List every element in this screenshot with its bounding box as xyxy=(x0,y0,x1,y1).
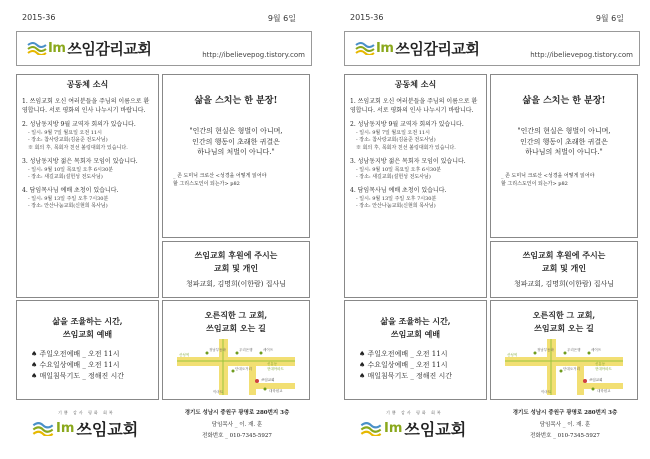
pastor-name: 담임목사 _ 이. 재. 훈 xyxy=(539,421,591,428)
blog-url[interactable]: http://ibelievepog.tistory.com xyxy=(530,51,633,59)
service-item: ♠ 주일오전예배 _ 오전 11시 xyxy=(359,349,486,360)
news-item-detail: - 일시: 9월 7일 월요일 오전 11시 xyxy=(28,130,102,137)
service-item: ♠ 매일침묵기도 _ 정해진 시간 xyxy=(31,371,158,382)
map-label: 산성역 xyxy=(179,352,190,357)
quote-section xyxy=(162,74,310,238)
church-name: 쓰임감리교회 xyxy=(395,39,480,58)
news-item-text: 4. 담임목사님 예배 초청이 있습니다. xyxy=(22,187,119,194)
church-address: 경기도 성남시 중원구 광명로 280번지 3층 xyxy=(184,410,290,416)
news-item-detail: - 일시: 9월 13일 주일 오후 7시30분 xyxy=(28,195,109,202)
church-name: 쓰임감리교회 xyxy=(67,39,152,58)
directions-title-line: 쓰임교회 오는 길 xyxy=(206,322,266,333)
church-logo xyxy=(27,38,151,58)
map-label: 단대오거리 xyxy=(235,366,252,371)
map-label: 대학원교 xyxy=(597,388,611,393)
news-item-detail: - 일시: 9월 13일 주일 오후 7시30분 xyxy=(356,195,437,202)
sponsor-title xyxy=(491,249,637,275)
news-item xyxy=(22,187,153,210)
wave-logo-icon xyxy=(355,41,375,55)
sponsor-section xyxy=(162,241,310,298)
service-list xyxy=(345,349,486,383)
map-label: 이마트 xyxy=(213,389,224,394)
issue-number: 2015-36 xyxy=(350,13,384,22)
quote-title: 삶을 스치는 한 분장! xyxy=(522,96,606,106)
worship-title-line: 삶을 조율하는 시간, xyxy=(380,316,451,326)
wave-logo-icon xyxy=(27,41,47,55)
map-label: 세이프 xyxy=(591,347,602,352)
map-label: 쓰임교회 xyxy=(261,377,275,382)
quote-source-line: 할 그리스도인이 되는가> p82 xyxy=(173,180,240,187)
news-item xyxy=(350,121,481,151)
footer-tagline: 기쁨 감사 평화 회복 xyxy=(386,410,443,415)
news-item-detail: - 일시: 9월 10일 목요일 오후 6시30분 xyxy=(28,166,114,173)
map-label: 산성역 xyxy=(507,352,518,357)
footer-logo-prefix: Im xyxy=(384,421,403,436)
news-item-text: 3. 성남동지방 젊은 목회자 모임이 있습니다. xyxy=(350,157,466,165)
wave-logo-icon xyxy=(360,421,382,436)
sponsor-title-line: 쓰임교회 후원에 주시는 xyxy=(522,250,606,260)
footer-logo-prefix: Im xyxy=(56,421,75,436)
logo-prefix: Im xyxy=(48,40,66,56)
directions-section xyxy=(162,300,310,400)
worship-title xyxy=(17,315,158,341)
map-label: 쓰임교회 xyxy=(589,377,603,382)
news-item xyxy=(22,98,153,115)
sponsor-title-line: 쓰임교회 후원에 주시는 xyxy=(194,250,278,260)
news-item-detail: - 장소: 안산나눔교회(신현희 목사님) xyxy=(356,202,436,209)
news-item xyxy=(350,158,481,181)
quote-body xyxy=(497,126,631,158)
footer-tagline: 기쁨 감사 평화 회복 xyxy=(58,410,115,415)
footer-logo xyxy=(32,410,138,440)
sponsor-title xyxy=(163,249,309,275)
service-item: ♠ 주일오전예배 _ 오전 11시 xyxy=(31,349,158,360)
worship-title xyxy=(345,315,486,341)
news-section xyxy=(16,74,159,298)
footer-info xyxy=(162,408,312,443)
map-label: 우리은행 xyxy=(567,347,581,352)
map-marker xyxy=(592,387,595,390)
news-title: 공동체 소식 xyxy=(66,79,109,89)
sponsor-section xyxy=(490,241,638,298)
news-item-detail: - 장소: 새길교회(설헌성 전도사님) xyxy=(356,173,431,180)
quote-line: 하나님의 처벌이 아니다." xyxy=(197,148,275,156)
quote-title: 삶을 스치는 한 분장! xyxy=(194,96,278,106)
quote-source-line: _ 존 도미닉 크로산 <성경을 어떻게 읽어야 xyxy=(173,172,267,179)
wave-logo-icon xyxy=(32,421,54,436)
header-banner xyxy=(344,31,640,66)
sponsor-names: 청파교회, 김명희(이한람) 집사님 xyxy=(513,279,615,288)
sponsor-title-line: 교회 및 개인 xyxy=(213,262,259,273)
footer-logo-name: 쓰임교회 xyxy=(404,420,467,439)
news-item-text: 1. 쓰임교회 오신 여러분들을 주님의 이름으로 환영합니다. 서로 평화의 인사 나누시기 바랍니다. xyxy=(350,98,478,114)
phone-number: 전화번호 _ 010-7345-5927 xyxy=(202,433,272,440)
directions-title-line: 쓰임교회 오는 길 xyxy=(534,322,594,333)
quote-section xyxy=(490,74,638,238)
directions-title-line: 오른직한 그 교회, xyxy=(204,310,268,320)
directions-map xyxy=(177,339,295,395)
worship-title-line: 쓰임교회 예배 xyxy=(390,328,441,339)
worship-section xyxy=(16,300,159,400)
quote-line: 인간의 행동이 초래한 귀결은 xyxy=(192,137,280,146)
map-label: 세이프 xyxy=(263,347,274,352)
map-label: 정남부동파 xyxy=(537,347,554,352)
map-label: 신흥동 xyxy=(267,361,278,366)
news-item-detail: - 장소: 안산나눔교회(신현희 목사님) xyxy=(28,202,108,209)
news-item-detail: - 일시: 9월 7일 월요일 오전 11시 xyxy=(356,130,430,137)
service-list xyxy=(17,349,158,383)
news-item xyxy=(22,121,153,151)
directions-map xyxy=(505,339,623,395)
issue-date: 9월 6일 xyxy=(595,14,624,23)
directions-section xyxy=(490,300,638,400)
quote-source xyxy=(497,172,631,188)
directions-title-line: 오른직한 그 교회, xyxy=(532,310,596,320)
issue-number: 2015-36 xyxy=(22,13,56,22)
news-item-text: 4. 담임목사님 예배 초청이 있습니다. xyxy=(350,187,447,194)
footer-logo xyxy=(360,410,466,440)
news-item-detail: - 장소: 새길교회(설헌성 전도사님) xyxy=(28,173,103,180)
quote-source xyxy=(169,172,303,188)
sponsor-names: 청파교회, 김명희(이한람) 집사님 xyxy=(185,279,287,288)
quote-body xyxy=(169,126,303,158)
church-address: 경기도 성남시 중원구 광명로 280번지 3층 xyxy=(512,410,618,416)
footer-logo-name: 쓰임교회 xyxy=(76,420,139,439)
news-title: 공동체 소식 xyxy=(394,79,437,89)
quote-line: 하나님의 처벌이 아니다." xyxy=(525,148,603,156)
news-item-text: 2. 성남동지방 9월 교역자 회의가 있습니다. xyxy=(22,121,136,129)
news-item xyxy=(22,158,153,181)
news-item-detail: ※ 회의 후, 목회자 친선 볼링대회가 있습니다. xyxy=(28,144,128,151)
map-label: 단대오거리 xyxy=(563,366,580,371)
map-label: 신흥동 xyxy=(595,361,606,366)
map-label: 현대아파트 xyxy=(595,366,612,371)
news-item-detail: - 장소: 참사랑교회(김윤준 전도사님) xyxy=(356,137,436,144)
bulletin-page-left xyxy=(2,0,318,459)
news-item-detail: - 장소: 참사랑교회(김윤준 전도사님) xyxy=(28,137,108,144)
news-item-detail: ※ 회의 후, 목회자 친선 볼링대회가 있습니다. xyxy=(356,144,456,151)
news-item-text: 3. 성남동지방 젊은 목회자 모임이 있습니다. xyxy=(22,157,138,165)
quote-source-line: 할 그리스도인이 되는가> p82 xyxy=(501,180,568,187)
church-logo xyxy=(355,38,479,58)
phone-number: 전화번호 _ 010-7345-5927 xyxy=(530,433,600,440)
map-label: 현대아파트 xyxy=(267,366,284,371)
news-item xyxy=(350,98,481,115)
news-item-detail: - 일시: 9월 10일 목요일 오후 6시30분 xyxy=(356,166,442,173)
directions-title xyxy=(491,309,637,335)
map-label: 정남부동파 xyxy=(209,347,226,352)
map-marker xyxy=(264,387,267,390)
quote-line: "인간의 현실은 형벌이 아니며, xyxy=(517,127,611,135)
church-marker xyxy=(583,379,587,383)
news-item-text: 1. 쓰임교회 오신 여러분들을 주님의 이름으로 환영합니다. 서로 평화의 인사 나누시기 바랍니다. xyxy=(22,98,150,114)
bulletin-page-right xyxy=(330,0,646,459)
worship-title-line: 삶을 조율하는 시간, xyxy=(52,316,123,326)
worship-title-line: 쓰임교회 예배 xyxy=(62,328,113,339)
news-item xyxy=(350,187,481,210)
quote-source-line: _ 존 도미닉 크로산 <성경을 어떻게 읽어야 xyxy=(501,172,595,179)
directions-title xyxy=(163,309,309,335)
service-item: ♠ 수요일상예배 _ 오전 11시 xyxy=(359,360,486,371)
news-section xyxy=(344,74,487,298)
church-marker xyxy=(255,379,259,383)
header-banner xyxy=(16,31,312,66)
pastor-name: 담임목사 _ 이. 재. 훈 xyxy=(211,421,263,428)
footer-info xyxy=(490,408,640,443)
blog-url[interactable]: http://ibelievepog.tistory.com xyxy=(202,51,305,59)
issue-date: 9월 6일 xyxy=(267,14,296,23)
worship-section xyxy=(344,300,487,400)
quote-line: 인간의 행동이 초래한 귀결은 xyxy=(520,137,608,146)
map-label: 대학원교 xyxy=(269,388,283,393)
logo-prefix: Im xyxy=(376,40,394,56)
map-label: 우리은행 xyxy=(239,347,253,352)
service-item: ♠ 수요일상예배 _ 오전 11시 xyxy=(31,360,158,371)
news-item-text: 2. 성남동지방 9월 교역자 회의가 있습니다. xyxy=(350,121,464,129)
map-label: 이마트 xyxy=(541,389,552,394)
service-item: ♠ 매일침묵기도 _ 정해진 시간 xyxy=(359,371,486,382)
quote-line: "인간의 현실은 형벌이 아니며, xyxy=(189,127,283,135)
sponsor-title-line: 교회 및 개인 xyxy=(541,262,587,273)
